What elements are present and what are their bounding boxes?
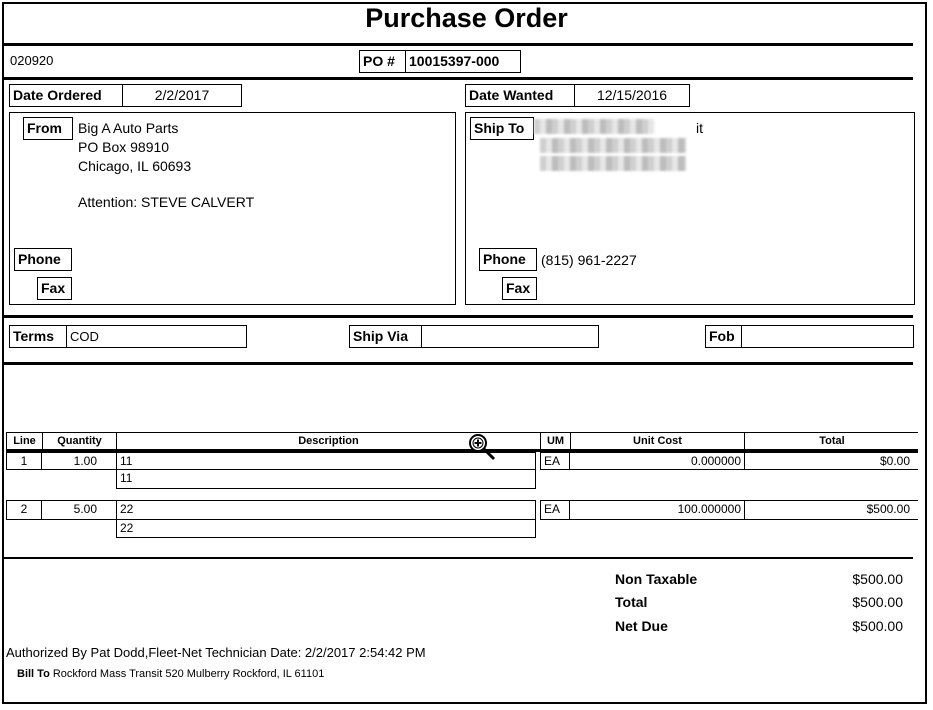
row-description: 22	[116, 500, 536, 520]
authorized-by: Authorized By Pat Dodd,Fleet-Net Technician Date: 2/2/2017 2:54:42 PM	[6, 645, 426, 660]
col-um: UM	[541, 433, 571, 449]
redacted-text	[540, 156, 686, 171]
divider	[4, 557, 913, 559]
total-value: $500.00	[852, 594, 903, 610]
ship-to-phone-label: Phone	[479, 248, 537, 271]
date-ordered-value: 2/2/2017	[122, 84, 242, 107]
col-unit-cost: Unit Cost	[571, 433, 745, 449]
ship-via-label: Ship Via	[349, 325, 422, 348]
date-wanted-label: Date Wanted	[465, 84, 575, 107]
row-description: 11	[116, 452, 536, 470]
row-line: 1	[6, 452, 42, 470]
date-wanted-value: 12/15/2016	[574, 84, 690, 107]
row-description2: 11	[116, 469, 536, 489]
divider	[4, 43, 913, 46]
col-quantity: Quantity	[43, 433, 117, 449]
from-line2: PO Box 98910	[78, 139, 170, 155]
row-unit-cost: 100.000000	[569, 500, 745, 520]
ship-to-phone-value: (815) 961-2227	[541, 252, 637, 268]
net-due-value: $500.00	[852, 618, 903, 634]
from-phone-label: Phone	[14, 248, 72, 271]
table-row	[6, 500, 918, 540]
po-number: 10015397-000	[405, 50, 521, 73]
divider	[4, 362, 913, 365]
from-fax-label: Fax	[37, 277, 72, 300]
po-label: PO #	[359, 50, 406, 73]
row-total: $0.00	[744, 452, 918, 470]
page-title: Purchase Order	[365, 3, 568, 33]
net-due-label: Net Due	[615, 618, 668, 634]
row-total: $500.00	[744, 500, 918, 520]
row-um: EA	[540, 500, 570, 520]
bill-to-value: Rockford Mass Transit 520 Mulberry Rockford, IL 61101	[52, 668, 325, 680]
redacted-text	[534, 119, 654, 134]
divider	[4, 315, 913, 318]
bill-to-label: Bill To	[17, 668, 50, 680]
col-line: Line	[7, 433, 43, 449]
row-unit-cost: 0.000000	[569, 452, 745, 470]
table-header	[6, 432, 918, 449]
non-taxable-label: Non Taxable	[615, 571, 698, 587]
from-label: From	[23, 117, 73, 140]
total-label: Total	[615, 594, 648, 610]
row-description2: 22	[116, 519, 536, 538]
ship-to-fax-label: Fax	[502, 277, 537, 300]
col-total: Total	[819, 435, 845, 447]
row-quantity: 1.00	[42, 452, 117, 470]
redacted-text	[540, 138, 686, 153]
from-line3: Chicago, IL 60693	[78, 158, 192, 174]
vendor-code: 020920	[10, 53, 54, 68]
non-taxable-value: $500.00	[852, 571, 903, 587]
row-line: 2	[6, 500, 42, 520]
ship-via-value	[421, 325, 599, 348]
row-um: EA	[540, 452, 570, 470]
from-line1: Big A Auto Parts	[78, 120, 179, 136]
terms-value: COD	[66, 325, 247, 348]
date-ordered-label: Date Ordered	[9, 84, 123, 107]
fob-value	[741, 325, 914, 348]
bill-to	[17, 668, 324, 680]
table-row	[6, 452, 918, 492]
ship-to-label: Ship To	[470, 117, 534, 140]
col-description: Description	[117, 433, 541, 449]
divider	[4, 77, 913, 80]
fob-label: Fob	[705, 325, 742, 348]
row-quantity: 5.00	[42, 500, 117, 520]
terms-label: Terms	[9, 325, 67, 348]
ship-to-line1-suffix: it	[696, 120, 703, 136]
from-attention: Attention: STEVE CALVERT	[78, 194, 255, 210]
